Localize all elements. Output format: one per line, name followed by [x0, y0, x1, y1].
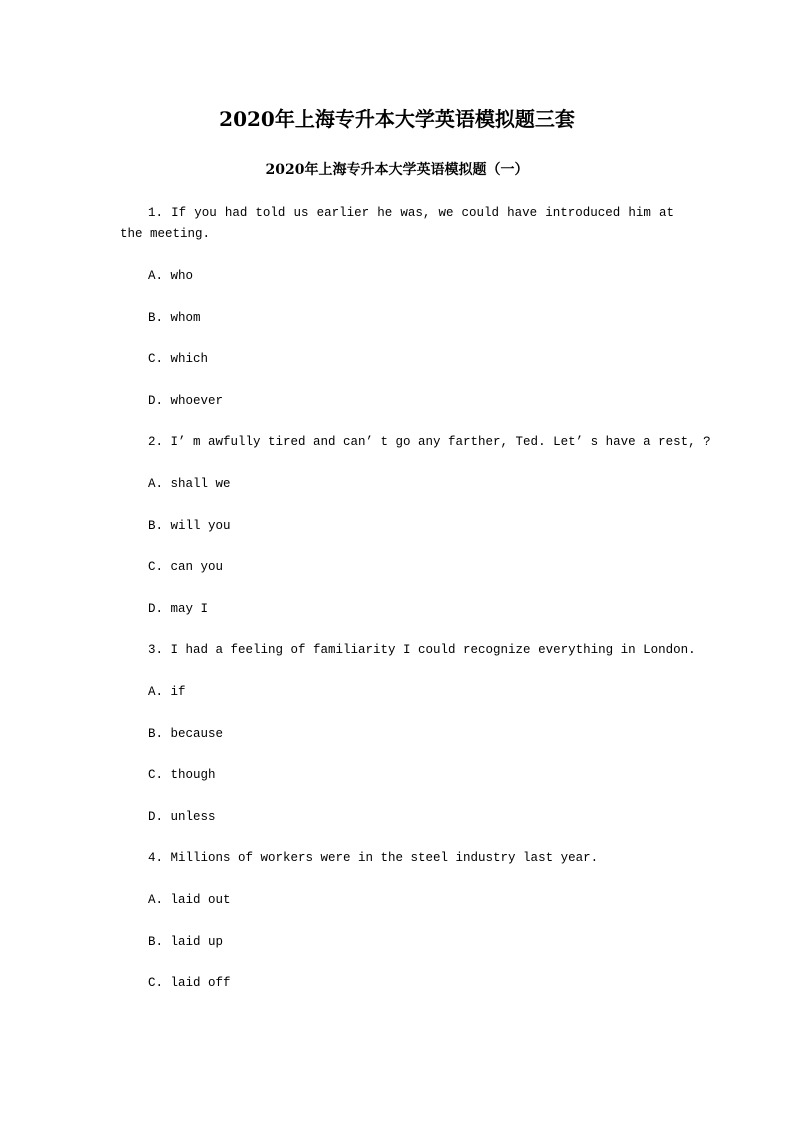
- question-1-stem: 1. If you had told us earlier he was, we could have introduced him at the meeting.: [120, 206, 674, 241]
- question-2-option-b: B. will you: [148, 519, 231, 533]
- question-3-stem: 3. I had a feeling of familiarity I could recognize everything in London.: [148, 643, 696, 657]
- document-title: 2020年上海专升本大学英语模拟题三套: [219, 107, 575, 131]
- question-3-option-d: D. unless: [148, 810, 216, 824]
- question-4-option-b: B. laid up: [148, 935, 224, 949]
- question-2-option-c: C. can you: [148, 560, 224, 574]
- question-4-stem: 4. Millions of workers were in the steel industry last year.: [148, 851, 599, 865]
- question-1-option-a: A. who: [148, 269, 194, 283]
- document-subtitle: 2020年上海专升本大学英语模拟题（一）: [265, 162, 529, 178]
- question-3-option-a: A. if: [148, 685, 186, 699]
- question-2-option-a: A. shall we: [148, 477, 231, 491]
- question-1-option-b: B. whom: [148, 311, 201, 325]
- question-3-option-b: B. because: [148, 727, 224, 741]
- question-3-option-c: C. though: [148, 768, 216, 782]
- question-4-option-c: C. laid off: [148, 976, 231, 990]
- question-4-option-a: A. laid out: [148, 893, 231, 907]
- question-2-stem: 2. I’ m awfully tired and can’ t go any farther, Ted. Let’ s have a rest, ?: [148, 435, 711, 449]
- question-1-option-d: D. whoever: [148, 394, 224, 408]
- question-2-option-d: D. may I: [148, 602, 209, 616]
- question-1-option-c: C. which: [148, 352, 209, 366]
